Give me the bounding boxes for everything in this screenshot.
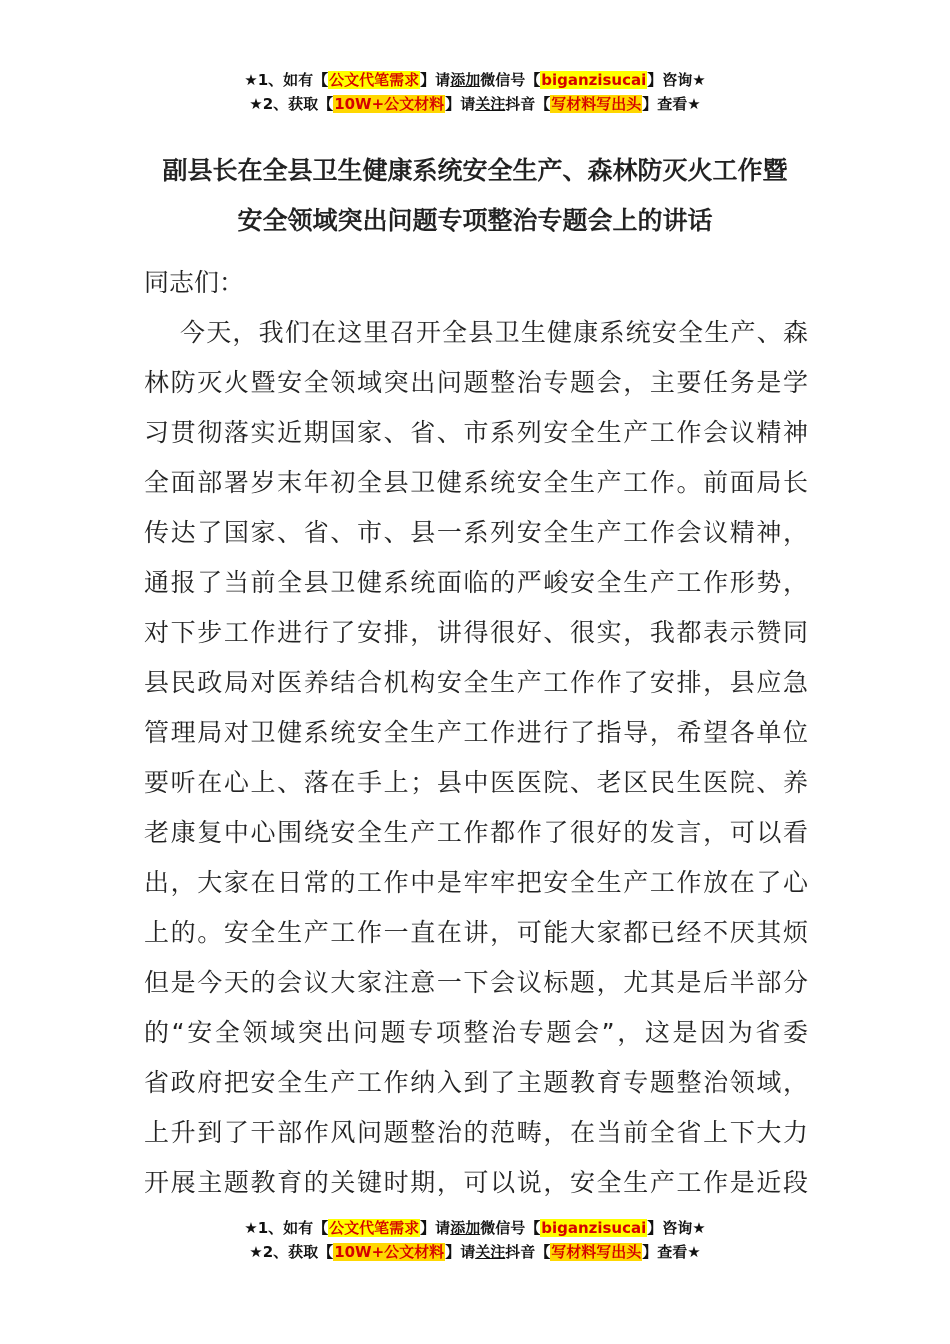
body-line: 出，大家在日常的工作中是牢牢把安全生产工作放在了心 xyxy=(144,868,808,897)
document-title xyxy=(0,146,950,246)
body-line: 上的。安全生产工作一直在讲，可能大家都已经不厌其烦 xyxy=(144,918,808,947)
banner-highlight: 10W+公文材料 xyxy=(334,95,445,113)
banner-line-1 xyxy=(0,1216,950,1240)
banner-text: 抖音【 xyxy=(505,1243,551,1261)
body-line: 要听在心上、落在手上；县中医医院、老区民生医院、养 xyxy=(144,768,808,797)
body-line: 全面部署岁末年初全县卫健系统安全生产工作。前面局长 xyxy=(144,468,808,497)
body-line: 习贯彻落实近期国家、省、市系列安全生产工作会议精神 xyxy=(144,418,808,447)
body-line: 省政府把安全生产工作纳入到了主题教育专题整治领域， xyxy=(144,1068,808,1097)
body-line: 县民政局对医养结合机构安全生产工作作了安排，县应急 xyxy=(144,668,808,697)
banner-line-2 xyxy=(0,1240,950,1264)
banner-highlight: 10W+公文材料 xyxy=(334,1243,445,1261)
body-line: 传达了国家、省、市、县一系列安全生产工作会议精神， xyxy=(144,518,808,547)
body-line: 的“安全领域突出问题专项整治专题会”，这是因为省委 xyxy=(144,1018,808,1047)
bottom-banner xyxy=(0,1216,950,1264)
body-line: 管理局对卫健系统安全生产工作进行了指导，希望各单位 xyxy=(144,718,808,747)
banner-line-1 xyxy=(0,68,950,92)
banner-text: 微信号【 xyxy=(480,1219,541,1237)
banner-underlined-text: 关注 xyxy=(475,95,506,113)
salutation: 同志们： xyxy=(144,268,245,297)
body-line: 开展主题教育的关键时期，可以说，安全生产工作是近段 xyxy=(144,1168,808,1197)
top-banner xyxy=(0,68,950,116)
banner-highlight: 公文代笔需求 xyxy=(329,1219,420,1237)
banner-underlined-text: 关注 xyxy=(475,1243,506,1261)
body-line: 老康复中心围绕安全生产工作都作了很好的发言，可以看 xyxy=(144,818,808,847)
banner-text: ★1、如有【 xyxy=(244,71,329,89)
body-line: 今天，我们在这里召开全县卫生健康系统安全生产、森 xyxy=(180,318,808,347)
banner-text: 】请 xyxy=(445,95,476,113)
banner-underlined-text: 添加 xyxy=(450,71,481,89)
banner-douyin-id: 写材料写出头 xyxy=(551,1243,642,1261)
banner-text: 】请 xyxy=(445,1243,476,1261)
banner-douyin-id: 写材料写出头 xyxy=(551,95,642,113)
title-line-2: 安全领域突出问题专项整治专题会上的讲话 xyxy=(237,206,713,235)
banner-text: ★2、获取【 xyxy=(249,1243,334,1261)
body-line: 上升到了干部作风问题整治的范畴，在当前全省上下大力 xyxy=(144,1118,808,1147)
body-line: 通报了当前全县卫健系统面临的严峻安全生产工作形势， xyxy=(144,568,808,597)
banner-line-2 xyxy=(0,92,950,116)
banner-text: 】查看★ xyxy=(642,1243,701,1261)
banner-text: 】请 xyxy=(420,71,451,89)
banner-wechat-id: biganzisucai xyxy=(541,71,647,89)
banner-text: ★2、获取【 xyxy=(249,95,334,113)
banner-text: ★1、如有【 xyxy=(244,1219,329,1237)
banner-highlight: 公文代笔需求 xyxy=(329,71,420,89)
banner-underlined-text: 添加 xyxy=(450,1219,481,1237)
banner-wechat-id: biganzisucai xyxy=(541,1219,647,1237)
banner-text: 】咨询★ xyxy=(647,1219,706,1237)
banner-text: 】请 xyxy=(420,1219,451,1237)
banner-text: 】咨询★ xyxy=(647,71,706,89)
banner-text: 】查看★ xyxy=(642,95,701,113)
body-line: 林防灭火暨安全领域突出问题整治专题会，主要任务是学 xyxy=(144,368,808,397)
banner-text: 微信号【 xyxy=(480,71,541,89)
body-line: 但是今天的会议大家注意一下会议标题，尤其是后半部分 xyxy=(144,968,808,997)
banner-text: 抖音【 xyxy=(505,95,551,113)
body-line: 对下步工作进行了安排，讲得很好、很实，我都表示赞同 xyxy=(144,618,808,647)
body-paragraph xyxy=(144,308,808,1208)
title-line-1: 副县长在全县卫生健康系统安全生产、森林防灭火工作暨 xyxy=(162,156,788,185)
